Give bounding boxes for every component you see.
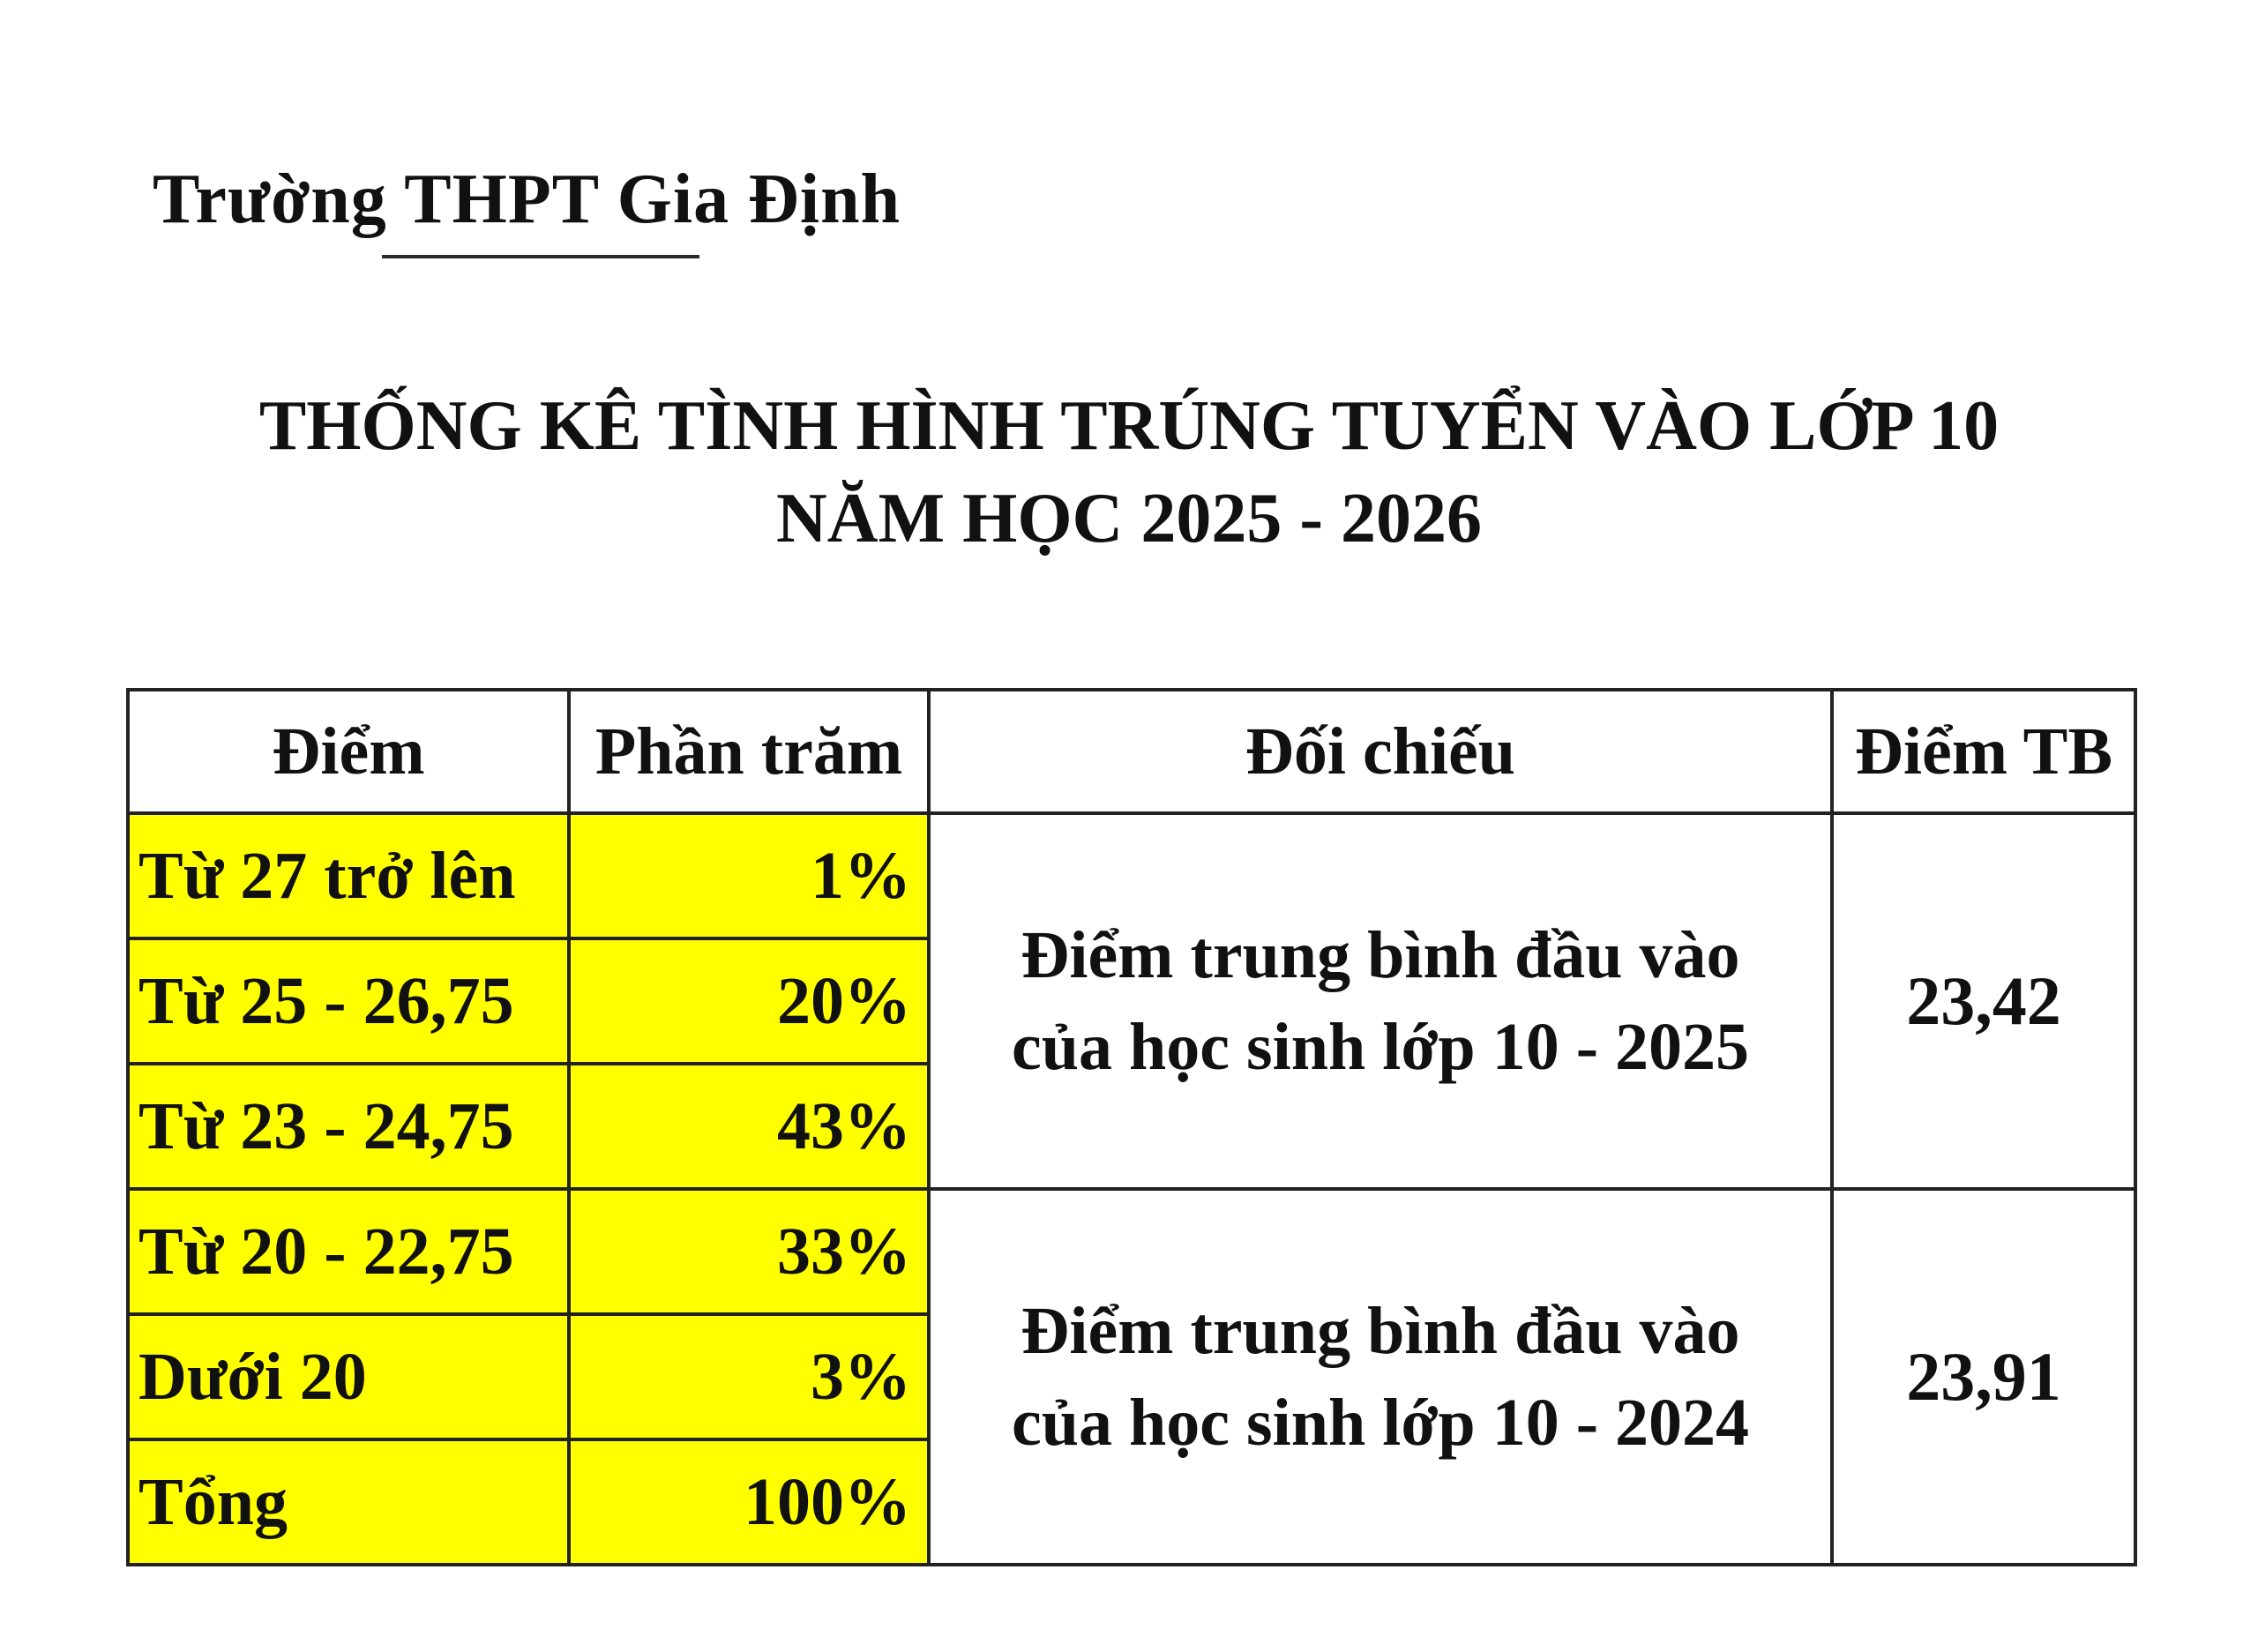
column-header-comparison: Đối chiếu [929,690,1832,813]
comparison-text-line: của học sinh lớp 10 - 2024 [1012,1386,1749,1460]
table-header-row [128,690,2135,813]
average-score-cell-2025: 23,42 [1832,813,2135,1189]
percent-cell: 43% [569,1064,929,1189]
percent-cell: 20% [569,938,929,1064]
average-score-cell-2024: 23,91 [1832,1189,2135,1565]
column-header-percent: Phần trăm [569,690,929,813]
school-name-underline [382,255,699,258]
score-range-cell: Từ 20 - 22,75 [128,1189,569,1314]
page-title-line1: THỐNG KÊ TÌNH HÌNH TRÚNG TUYỂN VÀO LỚP 10 [258,387,2000,465]
table-row [128,813,2135,938]
score-range-cell: Từ 23 - 24,75 [128,1064,569,1189]
comparison-cell-2024 [929,1189,1832,1565]
score-range-cell: Từ 27 trở lên [128,813,569,938]
column-header-average: Điểm TB [1832,690,2135,813]
comparison-text-line: của học sinh lớp 10 - 2025 [1012,1010,1749,1084]
score-range-cell: Dưới 20 [128,1314,569,1439]
table-row [128,1189,2135,1314]
percent-cell: 3% [569,1314,929,1439]
school-name: Trường THPT Gia Định [153,161,901,238]
comparison-text-line: Điểm trung bình đầu vào [1021,1294,1740,1368]
page-title-line2: NĂM HỌC 2025 - 2026 [776,480,1482,557]
percent-cell: 33% [569,1189,929,1314]
percent-cell: 1% [569,813,929,938]
comparison-cell-2025 [929,813,1832,1189]
column-header-score: Điểm [128,690,569,813]
total-percent-cell: 100% [569,1439,929,1565]
score-range-cell: Từ 25 - 26,75 [128,938,569,1064]
comparison-text-line: Điểm trung bình đầu vào [1021,918,1740,992]
total-label-cell: Tổng [128,1439,569,1565]
admission-statistics-table [126,688,2137,1566]
